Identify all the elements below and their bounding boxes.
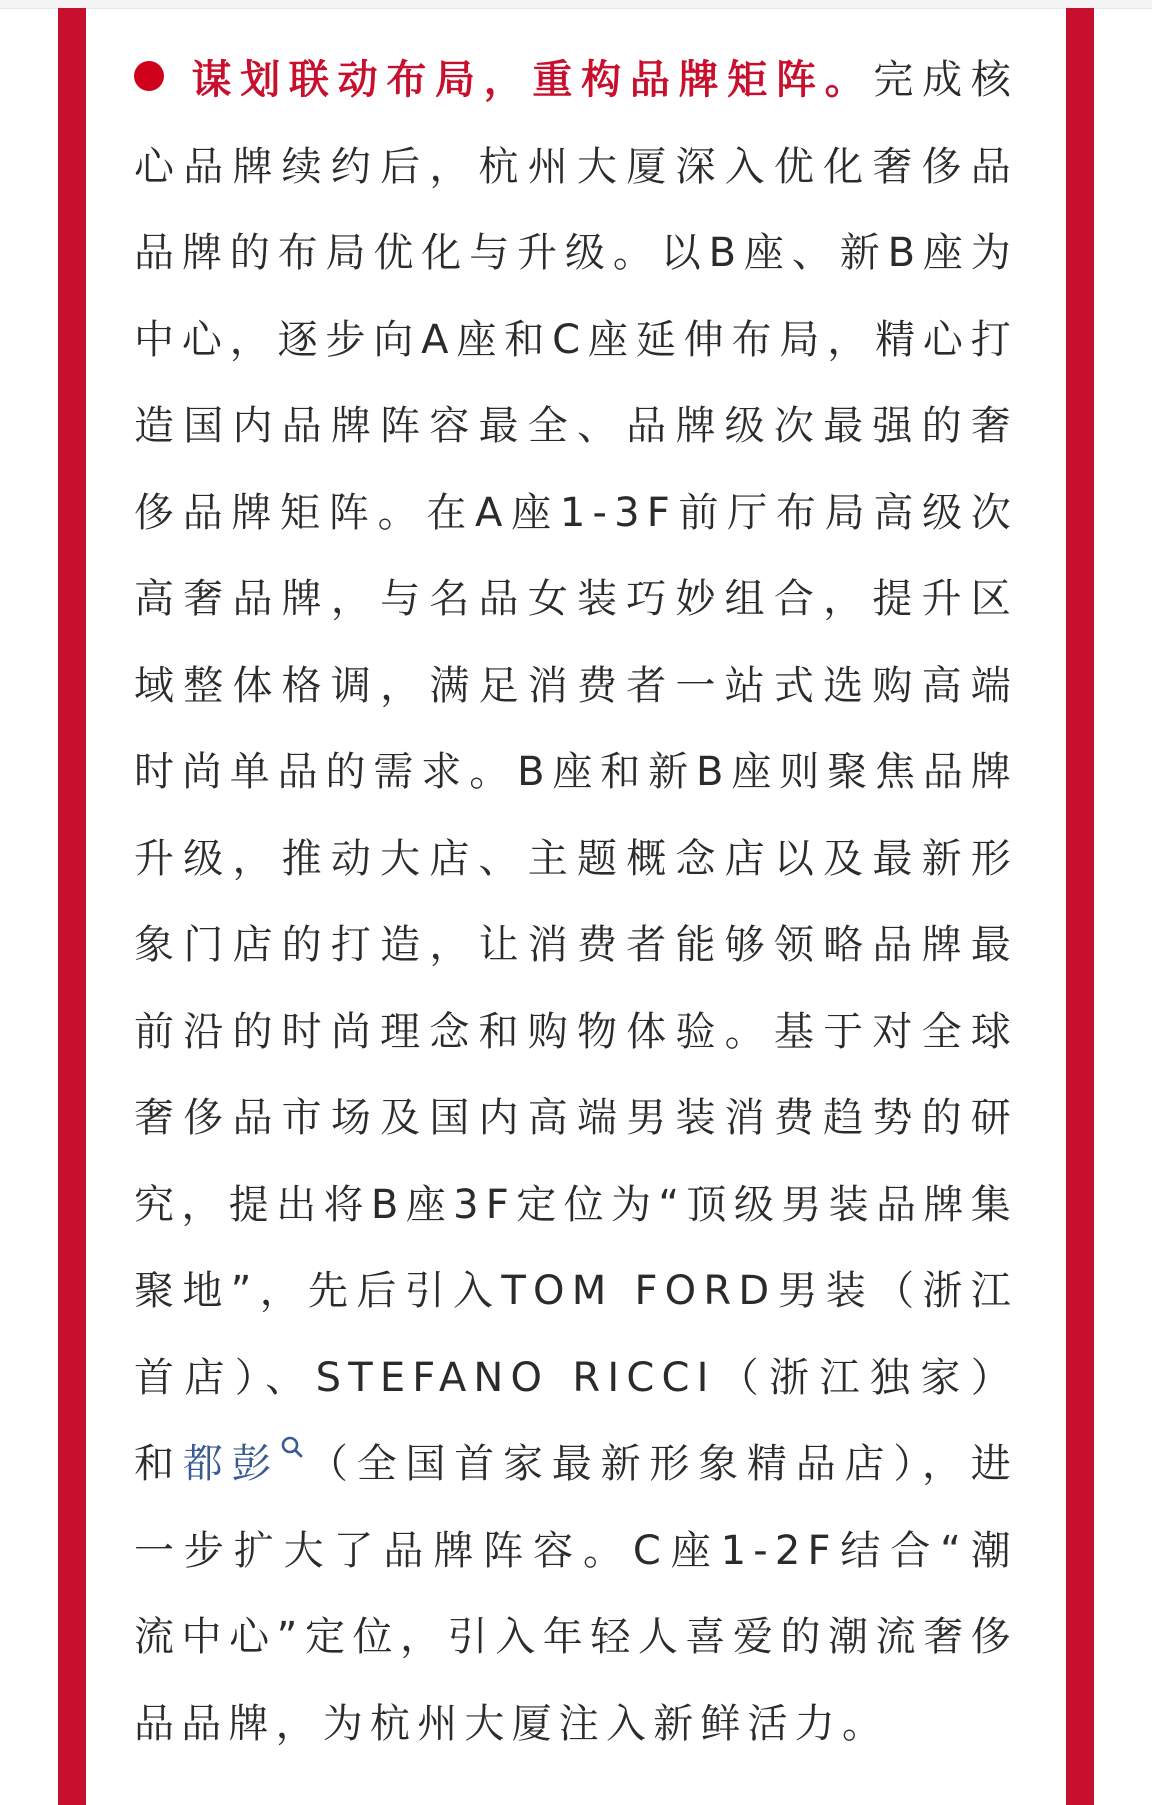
right-red-border <box>1066 8 1094 1805</box>
brand-search-link[interactable]: 都彭 <box>182 1441 281 1487</box>
body-text-before-link: 完成核心品牌续约后，杭州大厦深入优化奢侈品品牌的布局优化与升级。以B座、新B座为中心，逐步向A座和C座延伸布局，精心打造国内品牌阵容最全、品牌级次最强的奢侈品牌矩阵。在A座1-3F前厅布局高级次高奢品牌，与名品女装巧妙组合，提升区域整体格调，满足消费者一站式选购高端时尚单品的需求。B座和新B座则聚焦品牌升级，推动大店、主题概念店以及最新形象门店的打造，让消费者能够领略品牌最前沿的时尚理念和购物体验。基于对全球奢侈品市场及国内高端男装消费趋势的研究，提出将B座3F定位为“顶级男装品牌集聚地”，先后引入TOM FORD男装（浙江首店）、STEFANO RICCI（浙江独家）和 <box>134 57 1018 1487</box>
left-red-border <box>58 8 86 1805</box>
top-divider <box>0 0 1152 9</box>
red-dot-icon <box>134 61 164 91</box>
section-heading: 谋划联动布局，重构品牌矩阵。 <box>190 57 874 103</box>
search-icon[interactable] <box>280 1435 304 1469</box>
body-text-after-link: （全国首家最新形象精品店），进一步扩大了品牌阵容。C座1-2F结合“潮流中心”定位，引入年轻人喜爱的潮流奢侈品品牌，为杭州大厦注入新鲜活力。 <box>134 1441 1019 1747</box>
article-paragraph <box>134 37 1018 1767</box>
